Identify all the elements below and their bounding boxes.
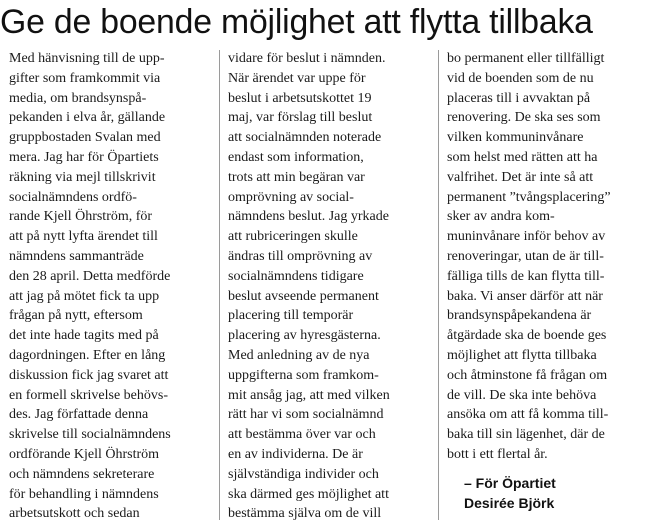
text-line: att jag på mötet fick ta upp [9, 288, 160, 304]
text-line: rande Kjell Öhrström, för [9, 209, 153, 225]
text-line: När ärendet var uppe för [228, 70, 366, 86]
text-line: räkning via mejl tillskrivit [9, 169, 156, 185]
text-line: sker av andra kom- [447, 209, 555, 225]
text-line: baka. Vi anser därför att när [447, 288, 603, 304]
text-line: ändras till omprövning av [228, 248, 373, 264]
article-column-3 [447, 49, 645, 465]
column-divider [219, 50, 220, 520]
text-line: diskussion fick jag svaret att [9, 367, 169, 383]
text-line: Med anledning av de nya [228, 347, 370, 363]
signature-name: Desirée Björk [464, 495, 555, 511]
text-line: mit ansåg jag, att med vilken [228, 387, 390, 403]
text-line: brandsynspåpekandena är [447, 308, 592, 324]
text-line: muninvånare inför behov av [447, 229, 606, 245]
text-line: en formell skrivelse behövs- [9, 387, 169, 403]
text-line: renovering. De ska ses som [447, 110, 601, 126]
text-line: maj, var förslag till beslut [228, 110, 373, 126]
text-line: åtgärdade ska de boende ges [447, 328, 607, 344]
text-line: renoveringar, utan de är till- [447, 248, 604, 264]
text-line: pekanden i elva år, gällande [9, 110, 166, 126]
text-line: valfrihet. Det är inte så att [447, 169, 594, 185]
text-line: bo permanent eller tillfälligt [447, 51, 605, 66]
text-line: fälliga tills de kan flytta till- [447, 268, 605, 284]
text-line: des. Jag författade denna [9, 407, 149, 423]
text-line: för behandling i nämndens [9, 486, 159, 502]
text-line: skrivelse till socialnämndens [9, 427, 171, 443]
text-line: möjlighet att flytta tillbaka [447, 347, 597, 363]
text-line: bestämma själva om de vill [228, 506, 382, 522]
text-line: vilken kommuninvånare [447, 130, 584, 146]
text-line: att rubriceringen skulle [228, 229, 358, 245]
text-line: att på nytt lyfta ärendet till [9, 229, 158, 245]
text-line: nämndens beslut. Jag yrkade [228, 209, 389, 225]
text-line: självständiga individer och [228, 466, 379, 482]
text-line: arbetsutskott och sedan [9, 506, 140, 522]
text-line: beslut avseende permanent [228, 288, 379, 304]
text-line: en av individerna. De är [228, 446, 363, 462]
text-line: bott i ett flertal år. [447, 446, 548, 462]
text-line: beslut i arbetsutskottet 19 [228, 90, 372, 106]
text-line: mera. Jag har för Öpartiets [9, 149, 159, 165]
text-line: uppgifterna som framkom- [228, 367, 379, 383]
text-line: placeras till i avvaktan på [447, 90, 591, 106]
text-line: trots att min begäran var [228, 169, 365, 185]
text-line: frågan på nytt, eftersom [9, 308, 143, 324]
headline: Ge de boende möjlighet att flytta tillbaka [0, 3, 593, 41]
text-line: den 28 april. Detta medförde [9, 268, 171, 284]
text-line: baka till sin lägenhet, där de [447, 427, 605, 443]
text-line: rätt har vi som socialnämnd [228, 407, 384, 423]
text-line: omprövning av social- [228, 189, 354, 205]
text-line: media, om brandsynspå- [9, 90, 147, 106]
signature-party: – För Öpartiet [464, 475, 556, 491]
text-line: vid de boenden som de nu [447, 70, 594, 86]
text-line: socialnämndens ordfö- [9, 189, 137, 205]
text-line: nämndens sammanträde [9, 248, 144, 264]
text-line: gifter som framkommit via [9, 70, 161, 86]
text-line: ordförande Kjell Öhrström [9, 446, 160, 462]
article-column-2 [228, 49, 426, 524]
text-line: placering till temporär [228, 308, 354, 324]
text-line: de vill. De ska inte behöva [447, 387, 597, 403]
text-line: endast som information, [228, 149, 364, 165]
column-divider [438, 50, 439, 520]
text-line: och nämndens sekreterare [9, 466, 155, 482]
text-line: som helst med rätten att ha [447, 149, 598, 165]
text-line: det inte hade tagits med på [9, 328, 159, 344]
text-line: att socialnämnden noterade [228, 130, 382, 146]
text-line: placering av hyresgästerna. [228, 328, 381, 344]
text-line: ska därmed ges möjlighet att [228, 486, 389, 502]
article-column-1 [9, 49, 207, 524]
text-line: och åtminstone få frågan om [447, 367, 608, 383]
text-line: att bestämma över var och [228, 427, 376, 443]
text-line: vidare för beslut i nämnden. [228, 51, 386, 66]
text-line: socialnämndens tidigare [228, 268, 364, 284]
text-line: ansöka om att få komma till- [447, 407, 609, 423]
text-line: gruppbostaden Svalan med [9, 130, 161, 146]
text-line: permanent ”tvångsplacering” [447, 189, 611, 205]
text-line: Med hänvisning till de upp- [9, 51, 165, 66]
text-line: dagordningen. Efter en lång [9, 347, 166, 363]
